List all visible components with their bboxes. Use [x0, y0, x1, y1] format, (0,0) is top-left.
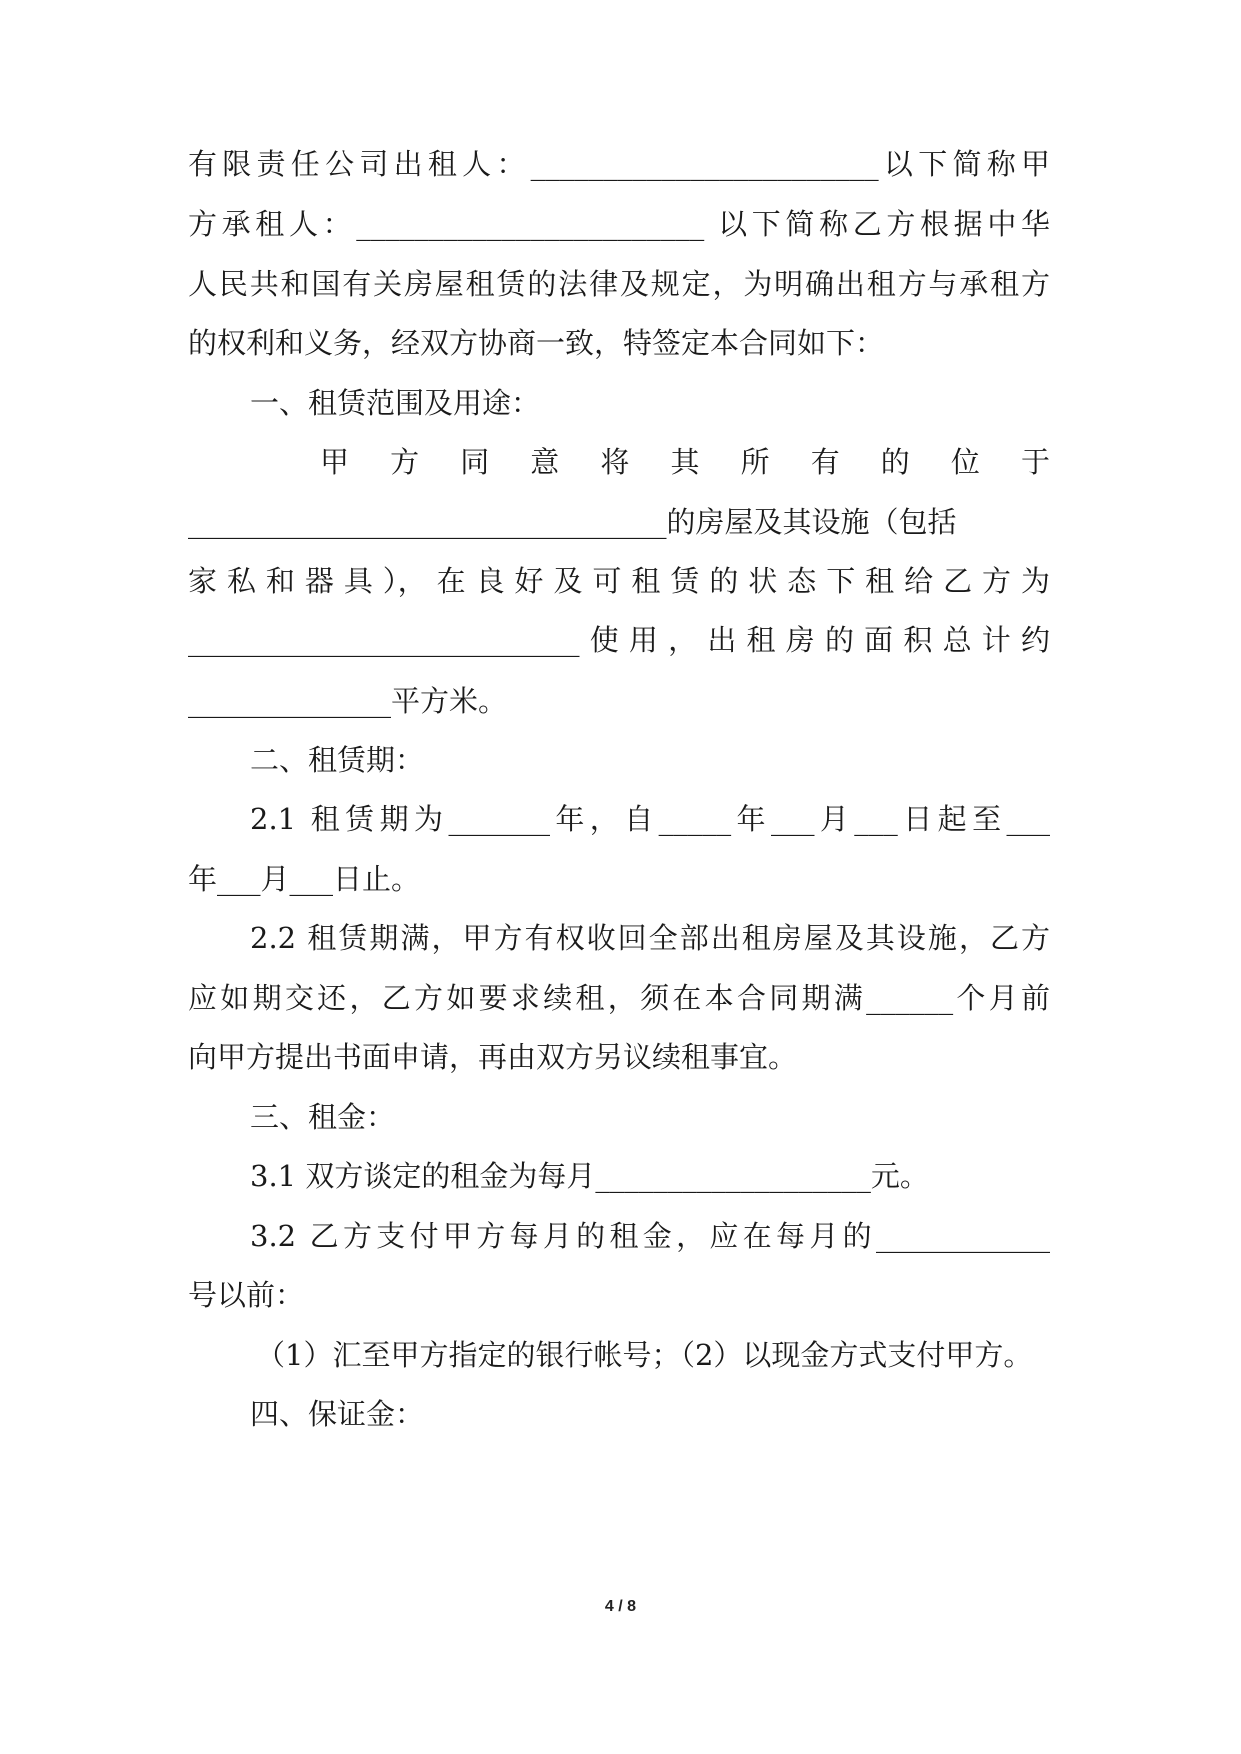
text-line: 3.2 乙方支付甲方每月的租金，应在每月的____________ [250, 1219, 1050, 1253]
text-line: 向甲方提出书面申请，再由双方另议续租事宜。 [188, 1040, 798, 1074]
section-heading: 三、租金： [250, 1100, 396, 1134]
text-line: 有限责任公司出租人：________________________以下简称甲 [188, 147, 1050, 181]
text-line: 年___月___日止。 [188, 862, 421, 896]
text-line: 人民共和国有关房屋租赁的法律及规定，为明确出租方与承租方 [188, 267, 1050, 301]
text-line: 号以前： [188, 1278, 305, 1312]
text-line: 家 私 和 器 具 ）， 在 良 好 及 可 租 赁 的 状 态 下 租 给 乙 方 为 [188, 564, 1050, 598]
text-line: 方承租人：________________________ 以下简称乙方根据中华 [188, 207, 1050, 241]
text-line: 应如期交还，乙方如要求续租，须在本合同期满______个月前 [188, 981, 1050, 1015]
text-line: _________________________________的房屋及其设施（包括 [188, 505, 957, 539]
text-line: 的权利和义务，经双方协商一致，特签定本合同如下： [188, 326, 885, 360]
text-line: ___________________________使用，出租房的面积总计约 [188, 623, 1050, 657]
text-line: （1）汇至甲方指定的银行帐号；（2）以现金方式支付甲方。 [256, 1338, 1033, 1372]
section-heading: 二、租赁期： [250, 743, 425, 777]
text-line: 2.2 租赁期满，甲方有权收回全部出租房屋及其设施，乙方 [250, 921, 1050, 955]
text-line: 2.1 租赁期为_______年，自_____年___月___日起至___ [250, 802, 1050, 836]
section-heading: 四、保证金： [250, 1397, 425, 1431]
page-number: 4 / 8 [604, 1598, 637, 1615]
text-line: ______________平方米。 [188, 684, 508, 718]
section-heading: 一、租赁范围及用途： [250, 386, 541, 420]
text-line: 甲 方 同 意 将 其 所 有 的 位 于 [320, 445, 1050, 479]
text-line: 3.1 双方谈定的租金为每月___________________元。 [250, 1159, 929, 1193]
